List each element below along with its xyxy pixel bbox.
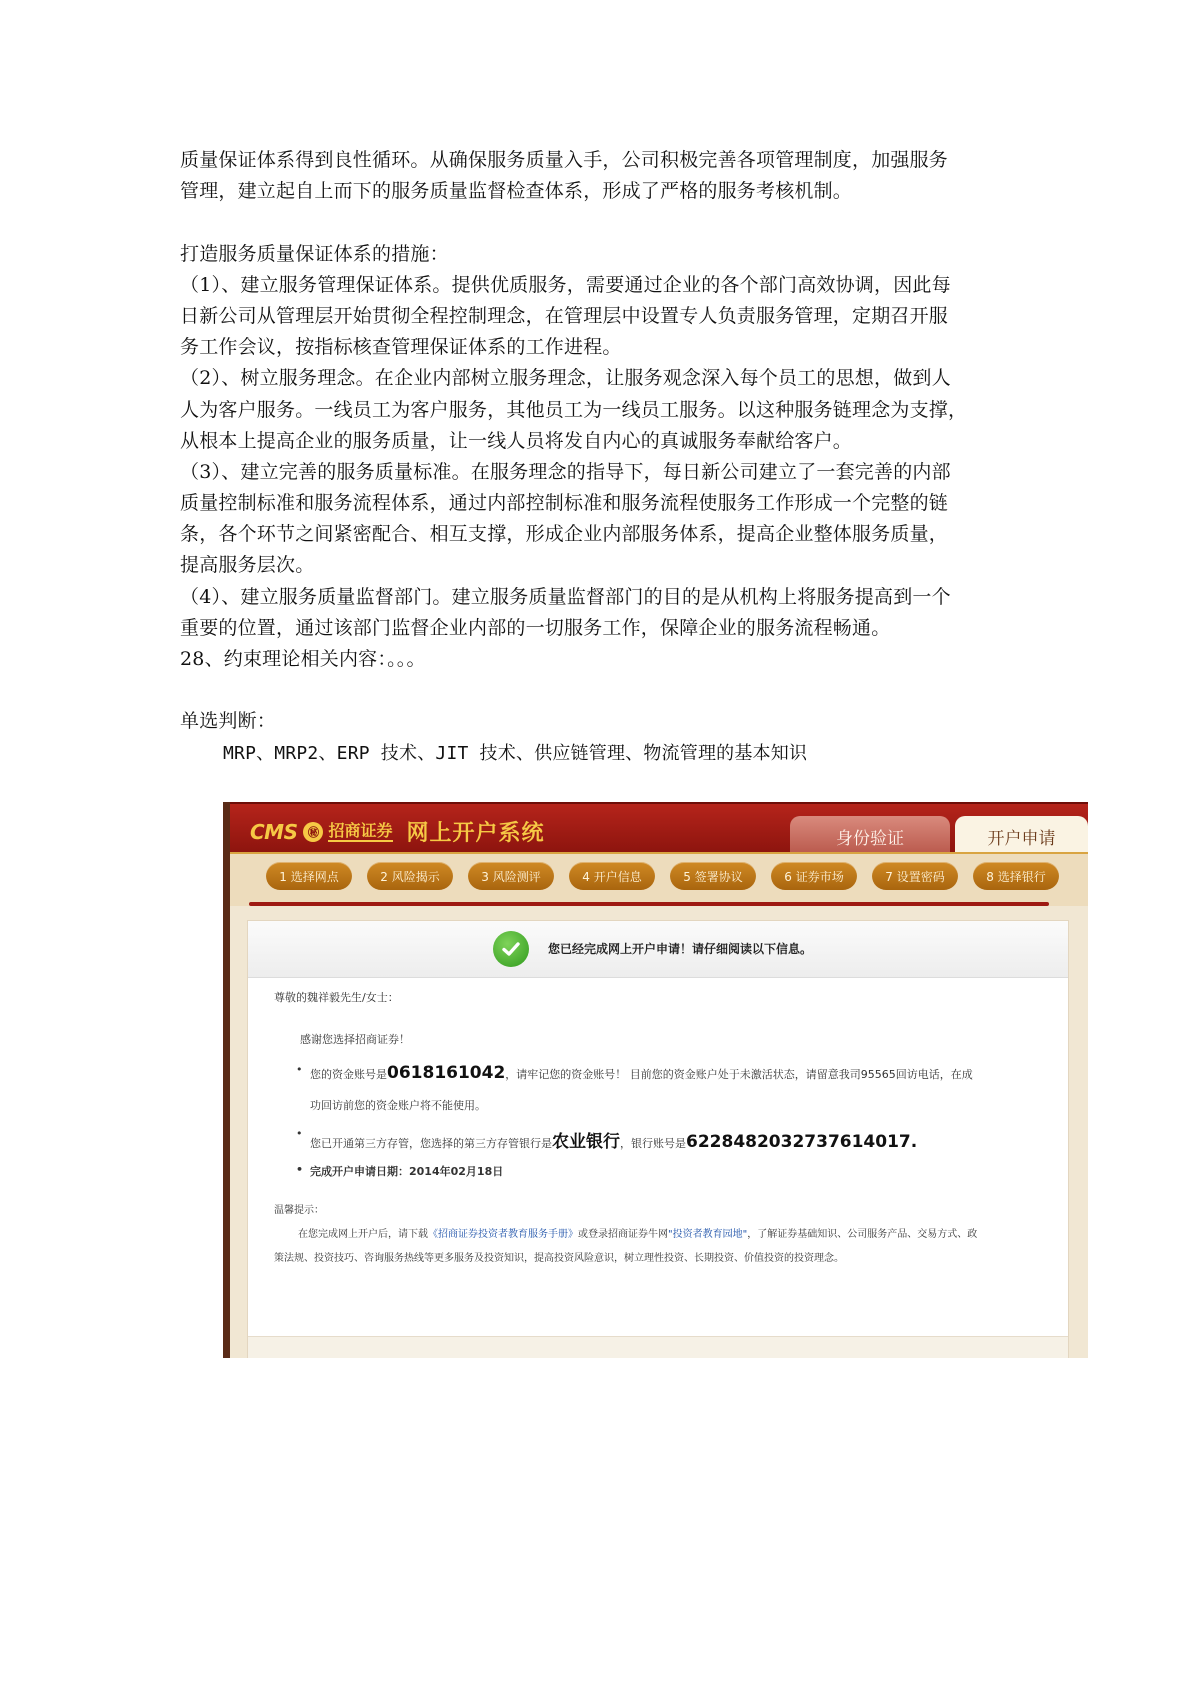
bank-account-number: 6228482032737614017. [686, 1132, 918, 1152]
text-line: 重要的位置，通过该部门监督企业内部的一切服务工作，保障企业的服务流程畅通。 [180, 616, 891, 639]
completion-headline: 您已经完成网上开户申请！请仔细阅读以下信息。 [548, 942, 813, 956]
step-select-bank[interactable]: 8 选择银行 [973, 862, 1059, 890]
frame-border [223, 802, 230, 1358]
section-heading: 打造服务质量保证体系的措施： [180, 242, 449, 265]
tips-line-2: 策法规、投资技巧、咨询服务热线等更多服务及投资知识，提高投资风险意识，树立理性投资、长期投资、价值投资的投资理念。 [274, 1253, 844, 1264]
text-line: 务工作会议，按指标核查管理保证体系的工作进程。 [180, 336, 622, 359]
step-securities-market[interactable]: 6 证券市场 [771, 862, 857, 890]
app-header [230, 802, 1088, 856]
text-line: 从根本上提高企业的服务质量，让一线人员将发自内心的真诚服务奉献给客户。 [180, 429, 853, 452]
greeting: 尊敬的魏祥毅先生/女士： [274, 991, 399, 1004]
text-line: 人为客户服务。一线员工为客户服务，其他员工为一线员工服务。以这种服务链理念为支撑， [180, 398, 968, 421]
handbook-link[interactable]: 《招商证券投资者教育服务手册》 [428, 1229, 578, 1240]
tab-identity-verify[interactable]: 身份验证 [790, 816, 950, 856]
blank-line [180, 675, 1020, 706]
text-line: 质量保证体系得到良性循环。从确保服务质量入手，公司积极完善各项管理制度，加强服务 [180, 149, 949, 171]
apply-date: • 完成开户申请日期：2014年02月18日 [310, 1163, 503, 1179]
tips-line-1 [298, 1225, 977, 1240]
text-line: 提高服务层次。 [180, 554, 315, 577]
step-select-branch[interactable]: 1 选择网点 [266, 862, 352, 890]
document-text [180, 145, 1020, 769]
thanks-text: 感谢您选择招商证券！ [300, 1033, 410, 1046]
checkmark-icon [493, 931, 529, 967]
text-line: （2）、树立服务理念。在企业内部树立服务理念，让服务观念深入每个员工的思想，做到人 [180, 367, 951, 390]
result-panel [247, 920, 1069, 1358]
tab-account-apply[interactable]: 开户申请 [955, 816, 1088, 856]
account-prefix: 您的资金账号是 [310, 1068, 387, 1081]
account-info-line [310, 1063, 973, 1083]
panel-header [248, 921, 1068, 978]
text-line: （4）、建立服务质量监督部门。建立服务质量监督部门的目的是从机构上将服务提高到一个 [180, 585, 951, 608]
text-line: 质量控制标准和服务流程体系，通过内部控制标准和服务流程使服务工作形成一个完整的链 [180, 492, 949, 515]
panel-footer [248, 1336, 1068, 1358]
checkmark-glyph [500, 938, 522, 960]
text-line: 管理，建立起自上而下的服务质量监督检查体系，形成了严格的服务考核机制。 [180, 180, 853, 203]
text-line: 28、约束理论相关内容：。。。 [180, 648, 426, 670]
embedded-screenshot [223, 802, 1088, 1358]
system-title: 网上开户系统 [406, 821, 545, 846]
blank-line [180, 207, 1020, 238]
bank-mid: ，银行账号是 [620, 1137, 686, 1150]
step-account-info[interactable]: 4 开户信息 [569, 862, 655, 890]
tips-text: ，了解证券基础知识、公司服务产品、交易方式、政 [747, 1229, 978, 1240]
indented-line: MRP、MRP2、ERP 技术、JIT 技术、供应链管理、物流管理的基本知识 [223, 742, 808, 764]
logo-brand-text: 招商证券 [328, 820, 393, 840]
tips-text: 或登录招商证券牛网 [578, 1229, 668, 1240]
progress-steps [230, 854, 1088, 906]
progress-line [249, 902, 1049, 906]
account-info-cont: 功回访前您的资金账户将不能使用。 [310, 1099, 486, 1112]
section-heading: 单选判断： [180, 710, 277, 733]
tips-text: 在您完成网上开户后，请下载 [298, 1229, 428, 1240]
step-risk-assessment[interactable]: 3 风险测评 [468, 862, 554, 890]
text-line: 日新公司从管理层开始贯彻全程控制理念，在管理层中设置专人负责服务管理，定期召开服 [180, 304, 949, 327]
account-suffix: ，请牢记您的资金账号！ 目前您的资金账户处于未激活状态，请留意我司95565回访电话，在成 [505, 1068, 973, 1081]
education-link[interactable]: "投资者教育园地" [668, 1229, 748, 1240]
step-set-password[interactable]: 7 设置密码 [872, 862, 958, 890]
tips-title: 温馨提示： [274, 1205, 324, 1216]
logo-cms-text: CMS [250, 819, 298, 844]
depository-prefix: 您已开通第三方存管，您选择的第三方存管银行是 [310, 1137, 552, 1150]
text-line: （3）、建立完善的服务质量标准。在服务理念的指导下，每日新公司建立了一套完善的内部 [180, 460, 951, 483]
brand-logo [250, 816, 545, 847]
step-sign-agreement[interactable]: 5 签署协议 [670, 862, 756, 890]
bank-name: 农业银行 [552, 1132, 620, 1152]
bank-info-line [310, 1127, 917, 1152]
account-number: 0618161042 [387, 1063, 506, 1083]
text-line: （1）、建立服务管理保证体系。提供优质服务，需要通过企业的各个部门高效协调，因此每 [180, 273, 951, 296]
text-line: 条，各个环节之间紧密配合、相互支撑，形成企业内部服务体系，提高企业整体服务质量， [180, 523, 949, 546]
step-risk-disclosure[interactable]: 2 风险揭示 [367, 862, 453, 890]
logo-badge-icon: ㊙ [303, 822, 323, 842]
